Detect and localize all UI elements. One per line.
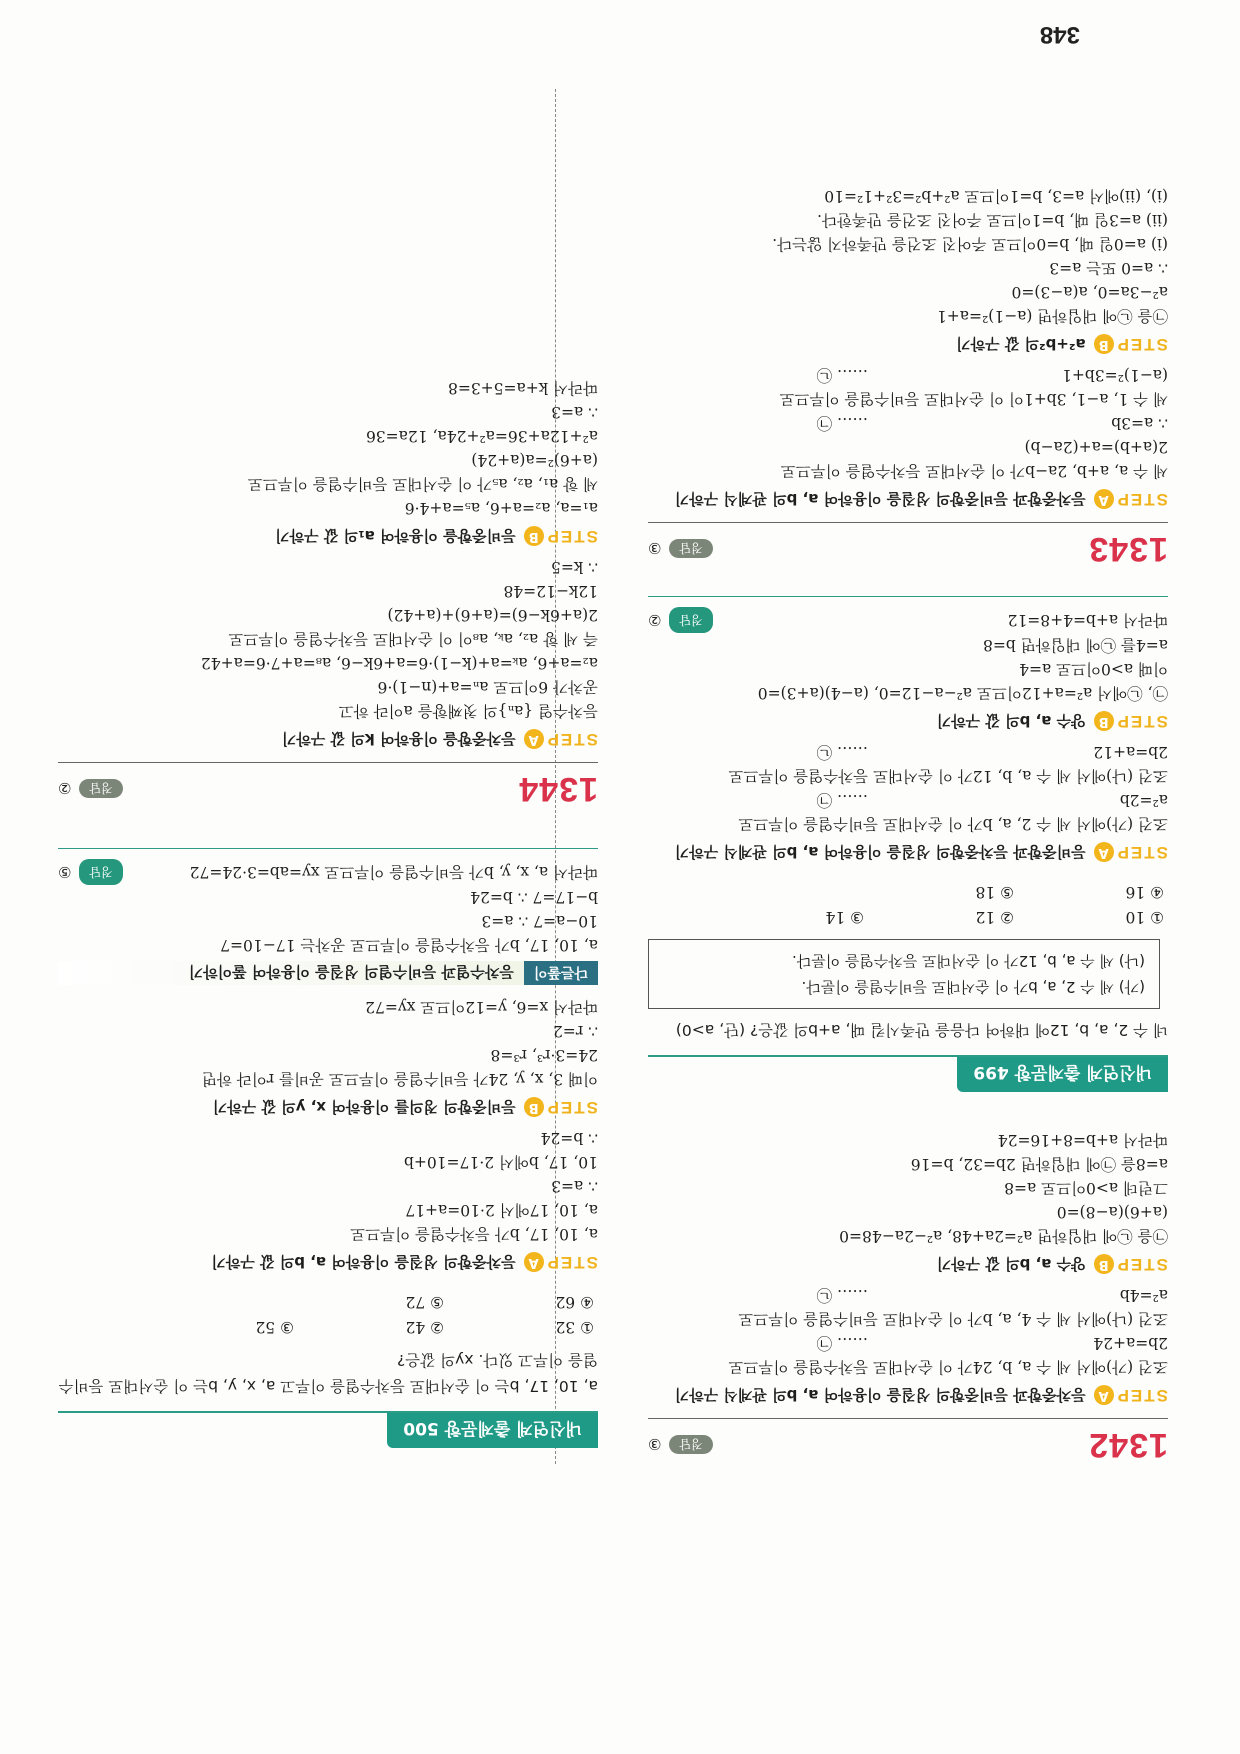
line-text: 2(a+b)=a+(2a−b) bbox=[1024, 438, 1168, 456]
line-text: 이때 a>0이므로 a=4 bbox=[1019, 660, 1168, 678]
step-label: STEP bbox=[545, 730, 598, 750]
answer-badge: 정답 bbox=[669, 607, 712, 633]
solution-line bbox=[648, 740, 1168, 764]
solution-line: 따라서 a, x, y, b가 등비수열을 이루므로 xy=ab=3·24=72 bbox=[189, 863, 598, 881]
line-text: a, 10, 17, b가 등차수열을 이루므로 공차는 17−10=7 bbox=[220, 936, 598, 954]
solution-line bbox=[648, 363, 1168, 387]
answer-badge: 정답 bbox=[669, 1435, 712, 1454]
choices bbox=[58, 1289, 594, 1339]
choice-option: ④ 62 bbox=[555, 1293, 594, 1311]
line-text: 조건 (가)에서 세 수 a, b, 24가 이 순서대로 등차수열을 이루므로 bbox=[728, 1358, 1168, 1376]
question-text: 네 수 2, a, b, 12에 대하여 다음을 만족시킬 때, a+b의 값은? (단, a>0) bbox=[675, 1021, 1168, 1039]
conditions-box bbox=[648, 939, 1160, 1009]
line-text: 조건 (나)에서 세 수 4, a, b가 이 순서대로 등비수열을 이루므로 bbox=[738, 1310, 1168, 1328]
answer-badge: 정답 bbox=[79, 859, 122, 885]
problem-tab-label: 내신연계 출제문항 500 bbox=[387, 1413, 598, 1448]
answer-indicator bbox=[648, 1435, 713, 1454]
solution-line bbox=[648, 232, 1168, 256]
left-column bbox=[648, 184, 1168, 1464]
solution-line bbox=[648, 1283, 1168, 1307]
solution-line bbox=[58, 603, 598, 627]
solution-1342 bbox=[648, 1128, 1168, 1464]
line-text: ㉠, ㉡에서 a²=a+12이므로 a²−a−12=0, (a−4)(a+3)=0 bbox=[757, 684, 1168, 702]
solution-line bbox=[648, 1355, 1168, 1379]
equation-tag: …… ㉡ bbox=[816, 1286, 868, 1304]
line-text: (ⅰ) a=0일 때, b=0이므로 주어진 조건을 만족하지 않는다. bbox=[772, 235, 1168, 253]
solution-line bbox=[648, 280, 1168, 304]
line-text: 10, 17, b에서 2·17=10+b bbox=[403, 1153, 598, 1171]
solution-1344 bbox=[58, 376, 598, 808]
problem-tab bbox=[58, 1411, 598, 1448]
line-text: a₂=a+6, aₖ=a+(k−1)·6=a+6k−6, a₈=a+7·6=a+42 bbox=[200, 654, 598, 672]
line-text: a²−3a=0, a(a−3)=0 bbox=[1011, 283, 1168, 301]
line-text: ∴ r=2 bbox=[552, 1022, 598, 1040]
problem-block bbox=[58, 848, 598, 1448]
answer-indicator bbox=[648, 539, 713, 558]
line-text: a²=4b bbox=[1119, 1286, 1168, 1304]
solution-line bbox=[648, 633, 1168, 657]
problem-number: 1344 bbox=[518, 770, 598, 808]
solution-line bbox=[648, 435, 1168, 459]
step-badge-b: B bbox=[1094, 712, 1114, 732]
step-title: 등비중항을 이용하여 a₁의 값 구하기 bbox=[275, 527, 516, 545]
solution-line bbox=[648, 208, 1168, 232]
solution-line bbox=[648, 387, 1168, 411]
solution-line bbox=[648, 788, 1168, 812]
line-text: 2(a+6k−6)=(a+6)+(a+42) bbox=[387, 606, 598, 624]
choice-option: ③ 52 bbox=[255, 1318, 294, 1336]
step-badge-a: A bbox=[1094, 843, 1114, 863]
line-text: ∴ a=3b bbox=[1111, 414, 1168, 432]
alternative-solution-heading bbox=[58, 961, 598, 985]
answer-value: ③ bbox=[648, 539, 662, 558]
choices bbox=[648, 879, 1164, 929]
line-text: 즉 세 항 a₂, aₖ, a₈이 이 순서대로 등차수열을 이루므로 bbox=[228, 630, 598, 648]
line-text: 2b=a+12 bbox=[1093, 743, 1168, 761]
line-text: ∴ a=0 또는 a=3 bbox=[1049, 259, 1168, 277]
step-title: 등비중항의 정의를 이용하여 x, y의 값 구하기 bbox=[212, 1098, 516, 1116]
solution-line bbox=[58, 448, 598, 472]
line-text: ㉠을 ㉡에 대입하면 a²=2a+48, a²−2a−48=0 bbox=[839, 1227, 1168, 1245]
line-text: 등차수열 {aₙ}의 첫째항을 a이라 하고 bbox=[338, 702, 598, 720]
line-text: 2b=a+24 bbox=[1093, 1334, 1168, 1352]
line-text: 따라서 k+a=5+3=8 bbox=[447, 379, 598, 397]
step-heading bbox=[648, 334, 1168, 355]
step-label: STEP bbox=[1115, 490, 1168, 510]
step-badge-a: A bbox=[1094, 490, 1114, 510]
step-badge-a: A bbox=[524, 1253, 544, 1273]
answer-value: ② bbox=[58, 779, 72, 798]
solution-line bbox=[58, 1019, 598, 1043]
step-badge-a: A bbox=[524, 730, 544, 750]
line-text: 세 수 1, a−1, 3b+1이 이 순서대로 등비수열을 이루므로 bbox=[779, 390, 1168, 408]
line-text: (ⅱ) a=3일 때, b=1이므로 주어진 조건을 만족한다. bbox=[817, 211, 1168, 229]
line-text: (a−1)²=3b+1 bbox=[1061, 366, 1168, 384]
choice-option: ⑤ 72 bbox=[405, 1293, 444, 1311]
step-title: 등차중항과 등비중항의 성질을 이용하여 a, b의 관계식 구하기 bbox=[674, 1386, 1086, 1404]
equation-tag: …… ㉡ bbox=[816, 366, 868, 384]
solution-header bbox=[58, 762, 598, 808]
page-number: 348 bbox=[1039, 21, 1080, 48]
choice-option: ③ 14 bbox=[825, 908, 864, 926]
choice-option: ① 10 bbox=[1125, 908, 1164, 926]
line-text: a=8을 ㉠에 대입하면 2b=32, b=16 bbox=[910, 1155, 1168, 1173]
problem-number: 1343 bbox=[1088, 530, 1168, 568]
line-text: ∴ k=5 bbox=[550, 558, 598, 576]
equation-tag: …… ㉠ bbox=[816, 791, 868, 809]
solution-line bbox=[648, 681, 1168, 705]
line-text: 12k−12=48 bbox=[503, 582, 598, 600]
step-badge-a: A bbox=[1094, 1386, 1114, 1406]
problem-tab-label: 내신연계 출제문항 499 bbox=[957, 1057, 1168, 1092]
solution-line bbox=[58, 1174, 598, 1198]
solution-line bbox=[58, 699, 598, 723]
alternative-label: 다른풀이 bbox=[524, 961, 598, 985]
choice-option: ④ 16 bbox=[1125, 883, 1164, 901]
solution-line bbox=[58, 376, 598, 400]
solution-line bbox=[58, 400, 598, 424]
line-text: ∴ a=3 bbox=[551, 403, 598, 421]
step-title: 양수 a, b의 값 구하기 bbox=[936, 1255, 1086, 1273]
line-text: b−17=7 ∴ b=24 bbox=[470, 888, 598, 906]
solution-line bbox=[648, 657, 1168, 681]
solution-line bbox=[648, 184, 1168, 208]
problem-number: 1342 bbox=[1088, 1426, 1168, 1464]
line-text: a²=2b bbox=[1119, 791, 1168, 809]
step-title: 등비중항과 등차중항의 성질을 이용하여 a, b의 관계식 구하기 bbox=[674, 843, 1086, 861]
line-text: a₁=a, a₂=a+6, a₅=a+4·6 bbox=[404, 499, 598, 517]
solution-line bbox=[58, 496, 598, 520]
alternative-title: 등차수열과 등비수열의 성질을 이용하여 풀이하기 bbox=[188, 963, 514, 982]
line-text: (a+6)(a−8)=0 bbox=[1056, 1203, 1168, 1221]
solution-1343 bbox=[648, 184, 1168, 568]
step-label: STEP bbox=[1115, 1386, 1168, 1406]
solution-line bbox=[58, 933, 598, 957]
line-text: 따라서 a+b=8+16=24 bbox=[997, 1131, 1168, 1149]
solution-line bbox=[58, 1222, 598, 1246]
step-heading bbox=[58, 1252, 598, 1273]
answer-indicator bbox=[58, 779, 123, 798]
choice-option: ⑤ 18 bbox=[975, 883, 1014, 901]
solution-line bbox=[648, 764, 1168, 788]
step-badge-b: B bbox=[524, 527, 544, 547]
line-text: a²+12a+36=a²+24a, 12a=36 bbox=[365, 427, 598, 445]
equation-tag: …… ㉡ bbox=[816, 743, 868, 761]
step-label: STEP bbox=[545, 1098, 598, 1118]
line-text: 24=3·r³, r³=8 bbox=[490, 1046, 598, 1064]
step-title: 등차중항과 등비중항의 성질을 이용하여 a, b의 관계식 구하기 bbox=[674, 490, 1086, 508]
line-text: 따라서 x=6, y=12이므로 xy=72 bbox=[365, 998, 598, 1016]
step-heading bbox=[648, 842, 1168, 863]
solution-line bbox=[58, 424, 598, 448]
solution-line bbox=[58, 651, 598, 675]
step-heading bbox=[648, 1385, 1168, 1406]
solution-line bbox=[58, 1043, 598, 1067]
step-title: 등차중항을 이용하여 k의 값 구하기 bbox=[281, 730, 516, 748]
answer-indicator bbox=[648, 607, 713, 633]
solution-line bbox=[648, 1128, 1168, 1152]
line-text: 그런데 a>0이므로 a=8 bbox=[1004, 1179, 1168, 1197]
equation-tag: …… ㉠ bbox=[816, 414, 868, 432]
choice-option: ② 12 bbox=[975, 908, 1014, 926]
step-heading bbox=[648, 1254, 1168, 1275]
step-heading bbox=[58, 1097, 598, 1118]
section-rule bbox=[648, 596, 1168, 597]
line-text: 조건 (가)에서 세 수 2, a, b가 이 순서대로 등비수열을 이루므로 bbox=[738, 815, 1168, 833]
step-heading bbox=[648, 711, 1168, 732]
step-title: 양수 a, b의 값 구하기 bbox=[936, 712, 1086, 730]
solution-line bbox=[648, 304, 1168, 328]
line-text: 세 항 a₁, a₂, a₅가 이 순서대로 등비수열을 이루므로 bbox=[247, 475, 598, 493]
step-heading bbox=[58, 729, 598, 750]
solution-line bbox=[58, 472, 598, 496]
line-text: ㉠을 ㉡에 대입하면 (a−1)²=a+1 bbox=[936, 307, 1168, 325]
step-heading bbox=[58, 526, 598, 547]
line-text: (a+6)²=a(a+24) bbox=[471, 451, 598, 469]
solution-line bbox=[58, 909, 598, 933]
solution-line bbox=[648, 1224, 1168, 1248]
answer-value: ⑤ bbox=[58, 863, 72, 881]
answer-value: ③ bbox=[648, 1435, 662, 1454]
equation-tag: …… ㉠ bbox=[816, 1334, 868, 1352]
final-line bbox=[648, 607, 1168, 633]
solution-line bbox=[58, 675, 598, 699]
line-text: 공차가 6이므로 aₙ=a+(n−1)·6 bbox=[377, 678, 598, 696]
step-label: STEP bbox=[545, 527, 598, 547]
solution-line bbox=[648, 1200, 1168, 1224]
solution-header bbox=[648, 522, 1168, 568]
right-column bbox=[58, 376, 598, 1456]
solution-line bbox=[58, 1198, 598, 1222]
line-text: 조건 (나)에서 세 수 a, b, 12가 이 순서대로 등차수열을 이루므로 bbox=[728, 767, 1168, 785]
line-text: a, 10, 17, b가 등차수열을 이루므로 bbox=[350, 1225, 598, 1243]
solution-line bbox=[648, 411, 1168, 435]
step-label: STEP bbox=[1115, 843, 1168, 863]
step-badge-b: B bbox=[1094, 335, 1114, 355]
solution-line bbox=[648, 812, 1168, 836]
line-text: a=4를 ㉡에 대입하면 b=8 bbox=[983, 636, 1168, 654]
step-heading bbox=[648, 489, 1168, 510]
solution-line bbox=[648, 1307, 1168, 1331]
step-title: a²+b²의 값 구하기 bbox=[956, 335, 1086, 353]
line-text: ∴ b=24 bbox=[540, 1129, 598, 1147]
section-rule bbox=[58, 848, 598, 849]
solution-line bbox=[648, 1152, 1168, 1176]
line-text: ∴ a=3 bbox=[551, 1177, 598, 1195]
solution-line bbox=[648, 1176, 1168, 1200]
step-label: STEP bbox=[545, 1253, 598, 1273]
solution-line bbox=[58, 885, 598, 909]
choice-option: ① 32 bbox=[555, 1318, 594, 1336]
solution-line bbox=[58, 1150, 598, 1174]
step-label: STEP bbox=[1115, 335, 1168, 355]
solution-line bbox=[648, 1331, 1168, 1355]
line-text: 세 수 a, a+b, 2a−b가 이 순서대로 등차수열을 이루므로 bbox=[780, 462, 1168, 480]
solution-line bbox=[648, 459, 1168, 483]
solution-line bbox=[58, 1126, 598, 1150]
step-badge-b: B bbox=[524, 1098, 544, 1118]
answer-indicator bbox=[58, 859, 123, 885]
final-line bbox=[58, 859, 598, 885]
answer-badge: 정답 bbox=[79, 779, 122, 798]
answer-badge: 정답 bbox=[669, 539, 712, 558]
step-label: STEP bbox=[1115, 1255, 1168, 1275]
step-title: 등차중항의 성질을 이용하여 a, b의 값 구하기 bbox=[211, 1253, 516, 1271]
solution-line bbox=[58, 555, 598, 579]
solution-line bbox=[648, 256, 1168, 280]
problem-block bbox=[648, 596, 1168, 1092]
solution-line bbox=[58, 579, 598, 603]
solution-line: 따라서 a+b=4+8=12 bbox=[1007, 611, 1168, 629]
choice-option: ② 42 bbox=[405, 1318, 444, 1336]
condition-item: (나) 세 수 a, b, 12가 이 순서대로 등차수열을 이룬다. bbox=[791, 952, 1145, 970]
line-text: 이때 3, x, y, 24가 등비수열을 이루므로 공비를 r이라 하면 bbox=[201, 1070, 598, 1088]
solution-line bbox=[58, 995, 598, 1019]
line-text: 10−a=7 ∴ a=3 bbox=[481, 912, 598, 930]
step-badge-b: B bbox=[1094, 1255, 1114, 1275]
solution-line bbox=[58, 627, 598, 651]
step-label: STEP bbox=[1115, 712, 1168, 732]
condition-item: (가) 세 수 2, a, b가 이 순서대로 등비수열을 이룬다. bbox=[801, 978, 1145, 996]
solution-header bbox=[648, 1418, 1168, 1464]
problem-tab bbox=[648, 1055, 1168, 1092]
answer-value: ② bbox=[648, 611, 662, 629]
solution-line bbox=[58, 1067, 598, 1091]
line-text: a, 10, 17에서 2·10=a+17 bbox=[405, 1201, 598, 1219]
line-text: (ⅰ), (ⅱ)에서 a=3, b=1이므로 a²+b²=3²+1²=10 bbox=[824, 187, 1168, 205]
question-text: a, 10, 17, b는 이 순서대로 등차수열을 이루고 a, x, y, b는 이 순서대로 등비수열을 이루고 있다. xy의 값은? bbox=[58, 1351, 598, 1395]
